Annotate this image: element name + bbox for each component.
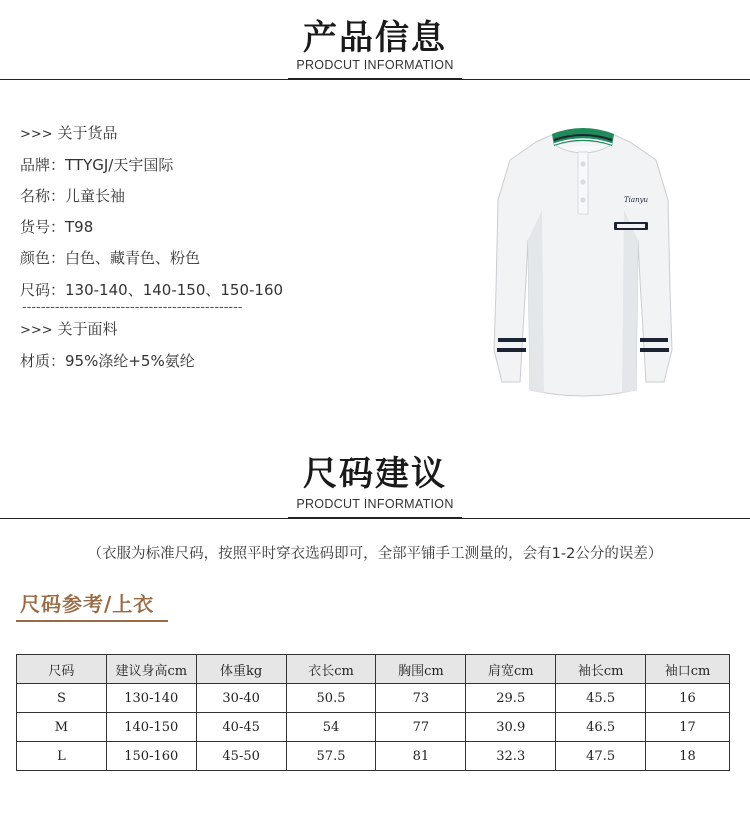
- info-label: 名称：: [20, 187, 66, 205]
- table-cell: 29.5: [466, 684, 556, 713]
- section-rule-accent: [288, 517, 462, 519]
- table-cell: 18: [646, 742, 730, 771]
- chest-logo-text: Tianyu: [624, 196, 649, 204]
- table-cell: 46.5: [556, 713, 646, 742]
- goods-header: [20, 123, 117, 145]
- table-cell: 17: [646, 713, 730, 742]
- fabric-header: [20, 319, 117, 341]
- table-cell: 54: [286, 713, 376, 742]
- dashed-divider: -----------------------------------------------: [22, 300, 243, 315]
- table-cell: 30.9: [466, 713, 556, 742]
- column-header: 体重kg: [196, 655, 286, 684]
- info-row-size: [20, 280, 283, 300]
- table-cell: 140-150: [106, 713, 196, 742]
- info-row-name: [20, 186, 125, 206]
- info-value: 95%涤纶+5%氨纶: [65, 352, 195, 370]
- info-value: 儿童长袖: [65, 187, 126, 205]
- info-label: 品牌：: [20, 156, 66, 174]
- product-info-subtitle: PRODCUT INFORMATION: [296, 58, 454, 72]
- table-cell: 47.5: [556, 742, 646, 771]
- section-rule-accent: [288, 78, 462, 80]
- info-value: TTYGJ/天宇国际: [65, 156, 174, 174]
- size-note: （衣服为标准尺码，按照平时穿衣选码即可，全部平铺手工测量的，会有1-2公分的误差）: [87, 546, 663, 562]
- table-cell: 77: [376, 713, 466, 742]
- table-cell: 57.5: [286, 742, 376, 771]
- table-header-row: [17, 655, 730, 684]
- table-cell: M: [17, 713, 107, 742]
- goods-header-label: 关于货品: [57, 124, 118, 142]
- column-header: 建议身高cm: [106, 655, 196, 684]
- product-info-title: 产品信息: [303, 18, 447, 58]
- table-cell: L: [17, 742, 107, 771]
- table-row: [17, 684, 730, 713]
- info-row-brand: [20, 155, 173, 175]
- info-label: 尺码：: [20, 281, 66, 299]
- table-cell: 40-45: [196, 713, 286, 742]
- table-cell: 30-40: [196, 684, 286, 713]
- polo-shirt-image: [478, 120, 688, 410]
- size-section-subtitle: PRODCUT INFORMATION: [296, 497, 454, 511]
- info-value: T98: [65, 218, 94, 236]
- table-cell: 150-160: [106, 742, 196, 771]
- info-label: 材质：: [20, 352, 66, 370]
- column-header: 肩宽cm: [466, 655, 556, 684]
- fabric-header-label: 关于面料: [57, 320, 118, 338]
- table-cell: 16: [646, 684, 730, 713]
- table-cell: 45.5: [556, 684, 646, 713]
- info-value: 130-140、140-150、150-160: [65, 281, 284, 299]
- table-row: [17, 713, 730, 742]
- info-row-item-no: [20, 217, 93, 237]
- table-cell: 50.5: [286, 684, 376, 713]
- table-cell: 45-50: [196, 742, 286, 771]
- info-label: 货号：: [20, 218, 66, 236]
- table-cell: 32.3: [466, 742, 556, 771]
- info-row-color: [20, 248, 200, 268]
- column-header: 袖长cm: [556, 655, 646, 684]
- info-label: 颜色：: [20, 249, 66, 267]
- arrow-prefix: >>>: [20, 127, 53, 142]
- arrow-prefix: >>>: [20, 323, 53, 338]
- column-header: 袖口cm: [646, 655, 730, 684]
- size-table: [16, 654, 730, 771]
- table-row: [17, 742, 730, 771]
- info-row-material: [20, 351, 195, 371]
- table-cell: 130-140: [106, 684, 196, 713]
- table-cell: 81: [376, 742, 466, 771]
- info-value: 白色、藏青色、粉色: [65, 249, 201, 267]
- size-reference-underline: [16, 620, 168, 622]
- column-header: 胸围cm: [376, 655, 466, 684]
- column-header: 尺码: [17, 655, 107, 684]
- size-section-title: 尺码建议: [303, 454, 447, 494]
- table-cell: S: [17, 684, 107, 713]
- size-reference-title: 尺码参考/上衣: [20, 592, 155, 616]
- column-header: 衣长cm: [286, 655, 376, 684]
- table-cell: 73: [376, 684, 466, 713]
